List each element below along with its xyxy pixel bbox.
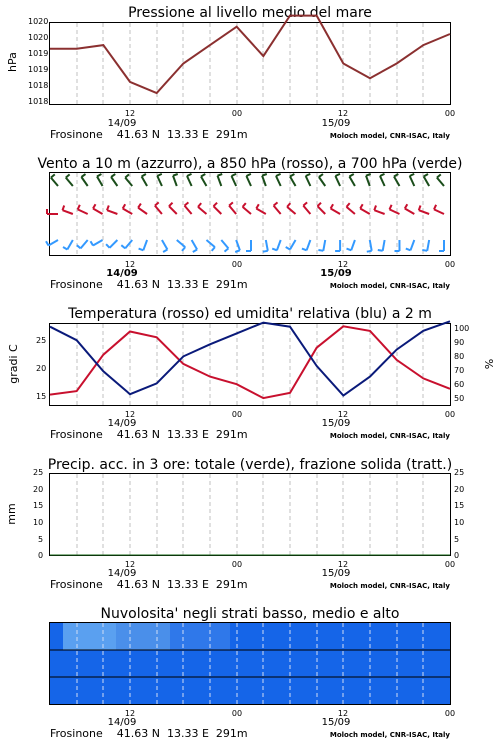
- pressure-ytick: 1020: [28, 33, 49, 42]
- date-label: 15/09: [321, 568, 351, 579]
- wind-barb: [318, 206, 326, 214]
- wind-barb-flag: [155, 202, 159, 205]
- wind-barb: [155, 206, 162, 214]
- wind-barb: [78, 209, 88, 214]
- wind-barb: [303, 206, 310, 214]
- wind-barb-flag: [349, 174, 353, 177]
- wind-barb-flag: [185, 202, 189, 205]
- wind-barb-flag: [318, 250, 323, 251]
- wind-barb: [331, 209, 340, 215]
- temperature-title: Temperatura (rosso) ed umidita' relativa (blu) a 2 m: [68, 306, 432, 322]
- wind-barb-flag: [182, 247, 185, 251]
- wind-barb-flag: [276, 174, 281, 176]
- wind-barb-flag: [125, 174, 129, 177]
- wind-barb-flag: [163, 250, 167, 253]
- wind-barb-flag: [121, 245, 125, 248]
- humidity-ytick: 50: [454, 394, 465, 403]
- wind-barb: [411, 240, 415, 250]
- wind-barb: [370, 240, 372, 251]
- humidity-ytick: 90: [454, 338, 465, 347]
- precip-ytick-left: 5: [38, 535, 44, 544]
- x-tick: 00: [444, 709, 456, 718]
- wind-barb: [246, 176, 251, 186]
- x-tick: 12: [337, 109, 349, 118]
- wind-barb-flag: [406, 249, 411, 251]
- wind-barb: [306, 176, 311, 186]
- wind-barb-flag: [77, 245, 81, 248]
- x-tick: 00: [444, 560, 456, 569]
- wind-barb-flag: [419, 206, 421, 211]
- wind-barb: [198, 207, 206, 214]
- precip-ytick-left: 15: [33, 501, 44, 510]
- date-label: 14/09: [107, 717, 137, 728]
- wind-barb: [97, 177, 103, 187]
- humidity-ytick: 80: [454, 352, 465, 361]
- location-label: Frosinone 41.63 N 13.33 E 291m: [50, 578, 248, 591]
- wind-barb: [232, 176, 237, 186]
- precip-ytick-right: 5: [454, 535, 460, 544]
- location-label: Frosinone 41.63 N 13.33 E 291m: [50, 278, 248, 291]
- wind-barb-flag: [290, 174, 294, 177]
- wind-barb: [335, 176, 340, 186]
- wind-barb: [192, 240, 197, 250]
- wind-barb: [187, 176, 192, 186]
- wind-barb: [51, 178, 58, 186]
- wind-barb: [107, 210, 117, 214]
- wind-barb-flag: [347, 203, 350, 207]
- wind-barb: [366, 176, 370, 186]
- wind-barb-flag: [232, 174, 237, 176]
- wind-barb-flag: [66, 174, 70, 177]
- wind-barb-flag: [263, 251, 268, 252]
- wind-barb-flag: [287, 203, 290, 207]
- precip-ytick-left: 25: [33, 468, 44, 477]
- wind-barb: [424, 177, 429, 187]
- wind-barb-flag: [198, 203, 201, 207]
- x-tick: 00: [231, 109, 243, 118]
- x-tick: 00: [231, 560, 243, 569]
- wind-barb: [169, 206, 177, 214]
- pressure-title: Pressione al livello medio del mare: [128, 5, 372, 21]
- wind-barb-flag: [214, 203, 218, 207]
- pressure-ytick: 1018: [28, 97, 49, 106]
- precip-ytick-left: 20: [33, 485, 44, 494]
- wind-barb: [66, 178, 73, 186]
- wind-barb: [125, 178, 132, 186]
- wind-barb: [410, 176, 415, 186]
- wind-barb: [177, 240, 185, 247]
- wind-barb: [437, 178, 444, 186]
- wind-barb-flag: [319, 174, 323, 177]
- wind-barb: [266, 240, 268, 251]
- wind-barb: [383, 240, 385, 251]
- x-tick: 12: [337, 410, 349, 419]
- wind-barb-flag: [97, 174, 101, 177]
- location-label: Frosinone 41.63 N 13.33 E 291m: [50, 727, 248, 740]
- wind-barb-flag: [410, 174, 415, 176]
- wind-barb: [319, 177, 325, 186]
- pressure-ytick: 1019: [28, 49, 49, 58]
- wind-barb-flag: [424, 174, 428, 177]
- wind-barb: [49, 240, 59, 246]
- wind-barb-flag: [434, 205, 436, 210]
- precip-ytick-right: 15: [454, 501, 465, 510]
- temperature-ytick: 15: [36, 392, 47, 401]
- wind-barb-flag: [303, 202, 307, 205]
- wind-barb: [307, 240, 311, 250]
- wind-barb-flag: [302, 249, 307, 251]
- wind-barb: [81, 177, 87, 186]
- cloud-cell-high: [170, 623, 230, 650]
- wind-barb-flag: [272, 249, 277, 251]
- wind-barb: [287, 207, 295, 214]
- wind-barb: [405, 209, 415, 215]
- temperature-ylabel: gradi C: [7, 344, 20, 384]
- wind-barb: [157, 176, 162, 186]
- wind-barb: [125, 240, 132, 248]
- wind-barb-flag: [374, 206, 376, 211]
- precip-ytick-right: 10: [454, 518, 465, 527]
- humidity-line: [50, 321, 450, 395]
- wind-barb: [142, 177, 147, 187]
- wind-barb-flag: [331, 204, 334, 208]
- wind-barb: [201, 177, 206, 187]
- model-credit: Moloch model, CNR-ISAC, Italy: [329, 432, 450, 440]
- wind-barb: [110, 240, 118, 248]
- wind-barb-flag: [201, 174, 205, 177]
- pressure-ytick: 1019: [28, 65, 49, 74]
- pressure-ylabel: hPa: [6, 52, 19, 72]
- precipitation-title: Precip. acc. in 3 ore: totale (verde), frazione solida (tratt.): [47, 457, 453, 473]
- x-tick: 00: [231, 410, 243, 419]
- location-label: Frosinone 41.63 N 13.33 E 291m: [50, 128, 248, 141]
- wind-barb-flag: [394, 174, 398, 177]
- wind-barb: [276, 176, 281, 186]
- x-tick: 00: [231, 709, 243, 718]
- wind-barb-flag: [111, 174, 115, 177]
- wind-barb-flag: [286, 247, 290, 250]
- wind-barb-flag: [138, 204, 141, 208]
- x-tick: 12: [337, 560, 349, 569]
- wind-barb: [218, 176, 222, 186]
- wind-barb-flag: [212, 247, 215, 251]
- wind-barb: [360, 209, 370, 215]
- pressure-line: [50, 16, 450, 93]
- wind-barb-flag: [335, 174, 340, 176]
- wind-barb: [162, 240, 167, 250]
- wind-barb-flag: [318, 203, 322, 207]
- wind-barb: [277, 240, 281, 250]
- wind-barb-flag: [390, 205, 392, 210]
- wind-barb-flag: [107, 206, 109, 211]
- wind-barb: [123, 209, 133, 215]
- date-label: 15/09: [321, 717, 351, 728]
- x-tick: 00: [231, 260, 243, 269]
- wind-barb-flag: [437, 174, 441, 177]
- wind-barb-flag: [51, 174, 55, 177]
- wind-barb: [93, 240, 103, 246]
- wind-barb-flag: [378, 250, 383, 251]
- precip-ytick-left: 10: [33, 518, 44, 527]
- wind-barb: [290, 240, 296, 250]
- wind-barb-flag: [380, 174, 385, 176]
- wind-barb: [347, 207, 355, 214]
- wind-barb: [434, 209, 444, 214]
- x-tick: 00: [444, 109, 456, 118]
- model-credit: Moloch model, CNR-ISAC, Italy: [329, 282, 450, 290]
- wind-barb: [111, 177, 117, 186]
- model-credit: Moloch model, CNR-ISAC, Italy: [329, 582, 450, 590]
- wind-barb: [143, 240, 147, 250]
- x-tick: 12: [124, 560, 136, 569]
- wind-barb-flag: [225, 248, 229, 251]
- wind-barb-flag: [405, 204, 408, 208]
- wind-barb: [256, 209, 266, 215]
- wind-barb-flag: [142, 174, 146, 177]
- x-tick: 12: [124, 260, 136, 269]
- precipitation-ylabel: mm: [5, 503, 18, 525]
- wind-barb: [374, 210, 384, 214]
- wind-barb-flag: [106, 244, 110, 248]
- wind-barb: [290, 177, 296, 187]
- wind-barb: [173, 176, 177, 186]
- wind-barb: [243, 207, 251, 214]
- wind-barb-flag: [63, 247, 67, 250]
- humidity-ytick: 70: [454, 366, 465, 375]
- wind-barb: [93, 209, 103, 215]
- x-tick: 12: [124, 709, 136, 718]
- wind-barb-flag: [243, 203, 246, 207]
- model-credit: Moloch model, CNR-ISAC, Italy: [329, 731, 450, 739]
- wind-barb-flag: [246, 174, 251, 176]
- temperature-line: [50, 326, 450, 398]
- wind-barb-flag: [235, 250, 240, 252]
- precip-ytick-left: 0: [38, 551, 44, 560]
- pressure-ytick: 1020: [28, 17, 49, 26]
- x-tick: 12: [124, 410, 136, 419]
- wind-barb-flag: [46, 241, 49, 245]
- wind-barb: [351, 240, 355, 250]
- x-tick: 12: [337, 260, 349, 269]
- date-label: 15/09: [321, 118, 351, 129]
- wind-barb-flag: [173, 174, 178, 176]
- wind-barb: [214, 206, 222, 214]
- wind-barb-flag: [367, 251, 372, 252]
- wind-barb-flag: [139, 249, 144, 251]
- cloud-cell-high: [63, 623, 116, 650]
- x-tick: 12: [337, 709, 349, 718]
- wind-barb-flag: [229, 202, 233, 205]
- wind-barb-flag: [157, 174, 162, 176]
- date-label: 14/09: [106, 268, 138, 279]
- temperature-ytick: 20: [36, 364, 47, 373]
- humidity-ytick: 60: [454, 380, 465, 389]
- wind-barb: [323, 240, 325, 251]
- pressure-ytick: 1018: [28, 81, 49, 90]
- wind-barb: [394, 177, 399, 187]
- date-label: 14/09: [107, 418, 137, 429]
- x-tick: 00: [444, 260, 456, 269]
- location-label: Frosinone 41.63 N 13.33 E 291m: [50, 428, 248, 441]
- wind-barb: [185, 206, 192, 214]
- date-label: 14/09: [107, 118, 137, 129]
- wind-barb-flag: [123, 204, 126, 208]
- precip-ytick-right: 0: [454, 551, 460, 560]
- wind-barb: [427, 240, 429, 251]
- humidity-ytick: 100: [454, 324, 470, 333]
- wind-barb: [67, 240, 73, 250]
- wind-barb-flag: [256, 204, 259, 208]
- x-tick: 00: [444, 410, 456, 419]
- wind-barb: [206, 240, 214, 247]
- wind-barb-flag: [81, 174, 85, 177]
- wind-barb-flag: [193, 250, 197, 253]
- wind-barb: [138, 208, 147, 214]
- wind-barb: [380, 176, 385, 186]
- wind-barb: [63, 210, 73, 214]
- wind-barb-flag: [169, 203, 173, 207]
- wind-barb-flag: [63, 206, 65, 211]
- wind-barb: [419, 210, 429, 214]
- wind-barb-flag: [422, 250, 427, 251]
- wind-barb: [274, 206, 281, 214]
- wind-barb: [81, 240, 88, 248]
- wind-barb-flag: [360, 204, 363, 208]
- date-label: 15/09: [320, 268, 352, 279]
- date-label: 15/09: [321, 418, 351, 429]
- cloud-title: Nuvolosita' negli strati basso, medio e alto: [100, 606, 400, 622]
- wind-barb-flag: [347, 249, 352, 251]
- wind-barb-flag: [306, 174, 311, 176]
- wind-barb: [390, 209, 400, 214]
- humidity-ylabel: %: [483, 358, 496, 370]
- x-tick: 12: [124, 109, 136, 118]
- wind-barb-flag: [218, 174, 223, 176]
- wind-barb: [349, 177, 355, 187]
- wind-barb-flag: [93, 204, 96, 208]
- precip-ytick-right: 25: [454, 468, 465, 477]
- wind-barb-flag: [91, 241, 94, 245]
- cloud-cell-high: [116, 623, 170, 650]
- temperature-ytick: 25: [36, 336, 47, 345]
- wind-barb-flag: [274, 202, 278, 205]
- wind-barb-flag: [187, 174, 192, 176]
- wind-barb-flag: [78, 205, 80, 210]
- wind-title: Vento a 10 m (azzurro), a 850 hPa (rosso), a 700 hPa (verde): [37, 156, 463, 172]
- wind-barb: [221, 240, 228, 248]
- wind-barb: [229, 206, 236, 214]
- date-label: 14/09: [107, 568, 137, 579]
- precip-ytick-right: 20: [454, 485, 465, 494]
- model-credit: Moloch model, CNR-ISAC, Italy: [329, 132, 450, 140]
